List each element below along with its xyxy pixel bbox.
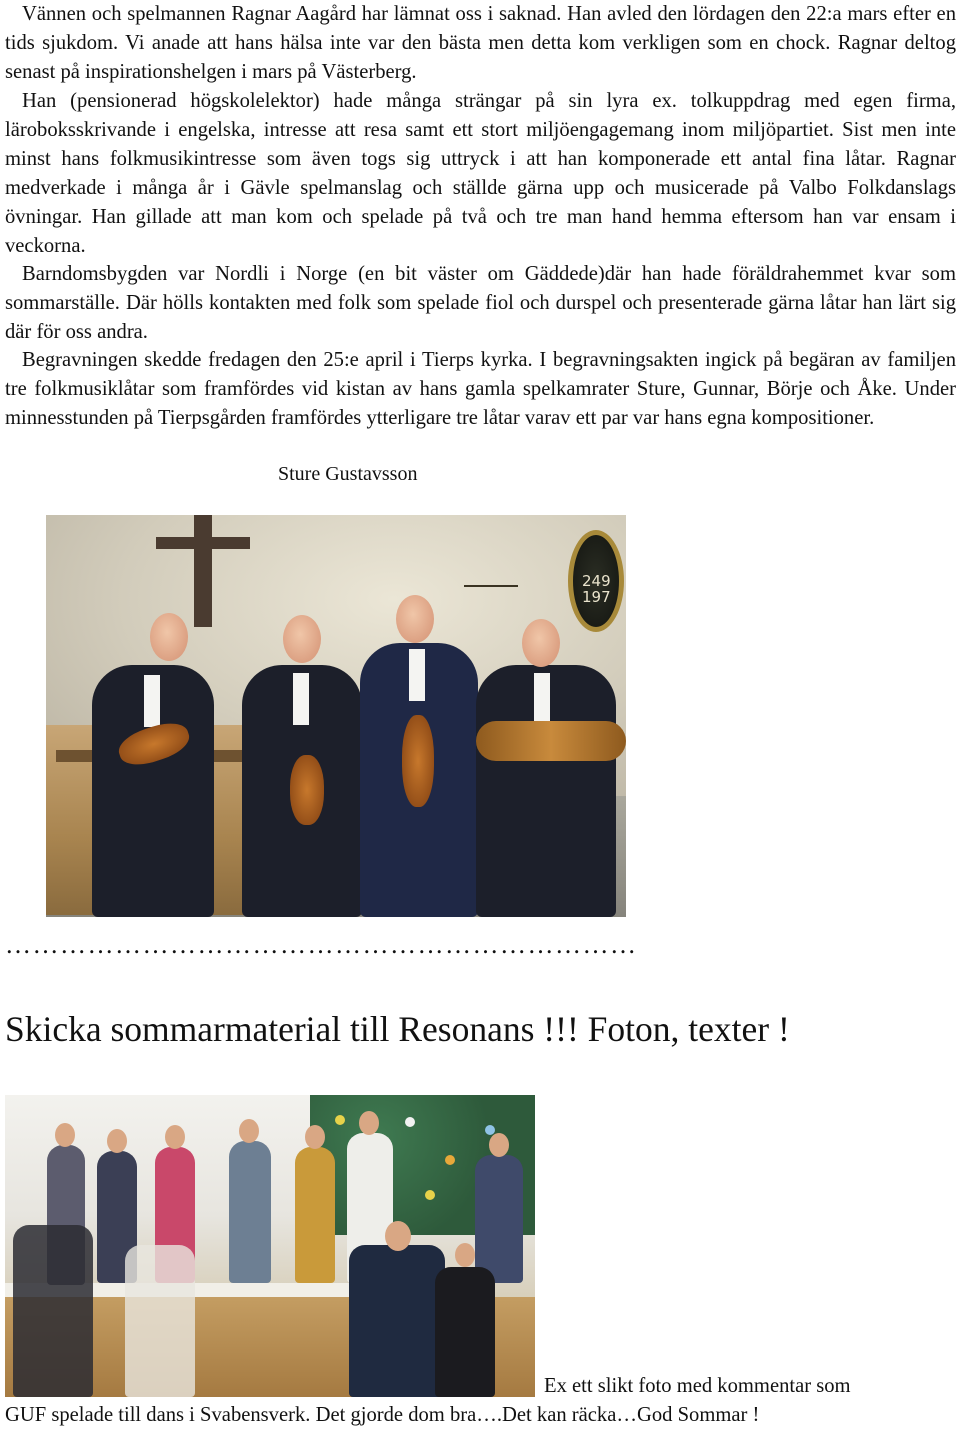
- flower-dot: [405, 1117, 415, 1127]
- violin-icon: [402, 715, 434, 807]
- musician-2-shirt: [293, 673, 309, 725]
- crucifix-icon: [194, 515, 212, 627]
- paragraph-1: [5, 0, 956, 87]
- fiddler-head: [305, 1125, 325, 1149]
- separator-dots: ……………………………………………………………: [5, 930, 638, 959]
- flower-dot: [445, 1155, 455, 1165]
- flower-dot: [335, 1115, 345, 1125]
- hymn-board-numbers: [582, 573, 611, 605]
- blurred-dancer: [13, 1225, 93, 1397]
- dancer-woman: [435, 1267, 495, 1397]
- fiddler-head: [107, 1129, 127, 1153]
- musician-2-head: [283, 615, 321, 663]
- paragraph-3-text: Barndomsbygden var Nordli i Norge (en bit väster om Gäddede)där han hade föräldrahemmet kvar som sommarställe. Där hölls kontakten med folk som spelade fiol och durspel och presenterade gärna låtar han lärt sig där för oss andra.: [5, 263, 956, 343]
- fiddler-head: [239, 1119, 259, 1143]
- musician-4-shirt: [534, 673, 550, 725]
- violin-icon: [290, 755, 324, 825]
- hymn-number-top: 249: [582, 572, 611, 590]
- paragraph-3: [5, 260, 956, 347]
- photo-caption-line-2: GUF spelade till dans i Svabensverk. Det gjorde dom bra….Det kan räcka…God Sommar !: [5, 1404, 760, 1426]
- musician-3-head: [396, 595, 434, 643]
- photo-caption-line-1: Ex ett slikt foto med kommentar som: [544, 1375, 851, 1397]
- paragraph-2-text: Han (pensionerad högskolelektor) hade många strängar på sin lyra ex. tolkuppdrag med egen firma, läroboksskrivande i engelska, intresse att resa samt ett stort miljöengagemang inom miljöpartiet. Sist men inte minst hans folkmusikintresse som även togs sig uttryck i att han komponerade ett antal fina låtar. Ragnar medverkade i många år i Gävle spelmanslag och ställde gärna upp och musicerade på Valbo Folkdanslags övningar. Han gillade att man kom och spelade på två och tre man hand hemma eftersom han var ensam i veckorna.: [5, 90, 956, 257]
- musician-1-shirt: [144, 675, 160, 727]
- author-signature: Sture Gustavsson: [278, 463, 418, 485]
- hymn-number-bottom: 197: [582, 588, 611, 606]
- nyckelharpa-icon: [476, 721, 626, 761]
- paragraph-2: [5, 87, 956, 260]
- fiddler: [229, 1141, 271, 1283]
- musician-head: [489, 1133, 509, 1157]
- dancer-head: [359, 1111, 379, 1135]
- blurred-dancer: [125, 1245, 195, 1397]
- fiddler: [295, 1147, 335, 1283]
- dance-photo: [5, 1095, 535, 1397]
- musicians-photo: [46, 515, 626, 917]
- fiddler-head: [165, 1125, 185, 1149]
- musician-1-head: [150, 613, 188, 661]
- dancer-man: [349, 1245, 445, 1397]
- fiddler-head: [55, 1123, 75, 1147]
- musician-4-head: [522, 619, 560, 667]
- paragraph-4: [5, 346, 956, 433]
- dancer-woman-head: [455, 1243, 475, 1267]
- chandelier: [464, 585, 518, 627]
- flower-dot: [425, 1190, 435, 1200]
- musician-3-shirt: [409, 649, 425, 701]
- musician: [475, 1155, 523, 1283]
- dancer-man-head: [385, 1221, 411, 1251]
- crucifix-bar: [156, 537, 250, 549]
- paragraph-4-text: Begravningen skedde fredagen den 25:e april i Tierps kyrka. I begravningsakten ingick på begäran av familjen tre folkmusiklåtar som framfördes vid kistan av hans gamla spelkamrater Sture, Gunnar, Börje och Åke. Under minnesstunden på Tierpsgården framfördes ytterligare tre låtar varav ett par var hans egna kompositioner.: [5, 349, 956, 429]
- headline: Skicka sommarmaterial till Resonans !!! Foton, texter !: [5, 1009, 790, 1049]
- paragraph-1-text: Vännen och spelmannen Ragnar Aagård har lämnat oss i saknad. Han avled den lördagen den 22:a mars efter en tids sjukdom. Vi anade att hans hälsa inte var den bästa men detta kom verkligen som en chock. Ragnar deltog senast på inspirationshelgen i mars på Västerberg.: [5, 3, 956, 83]
